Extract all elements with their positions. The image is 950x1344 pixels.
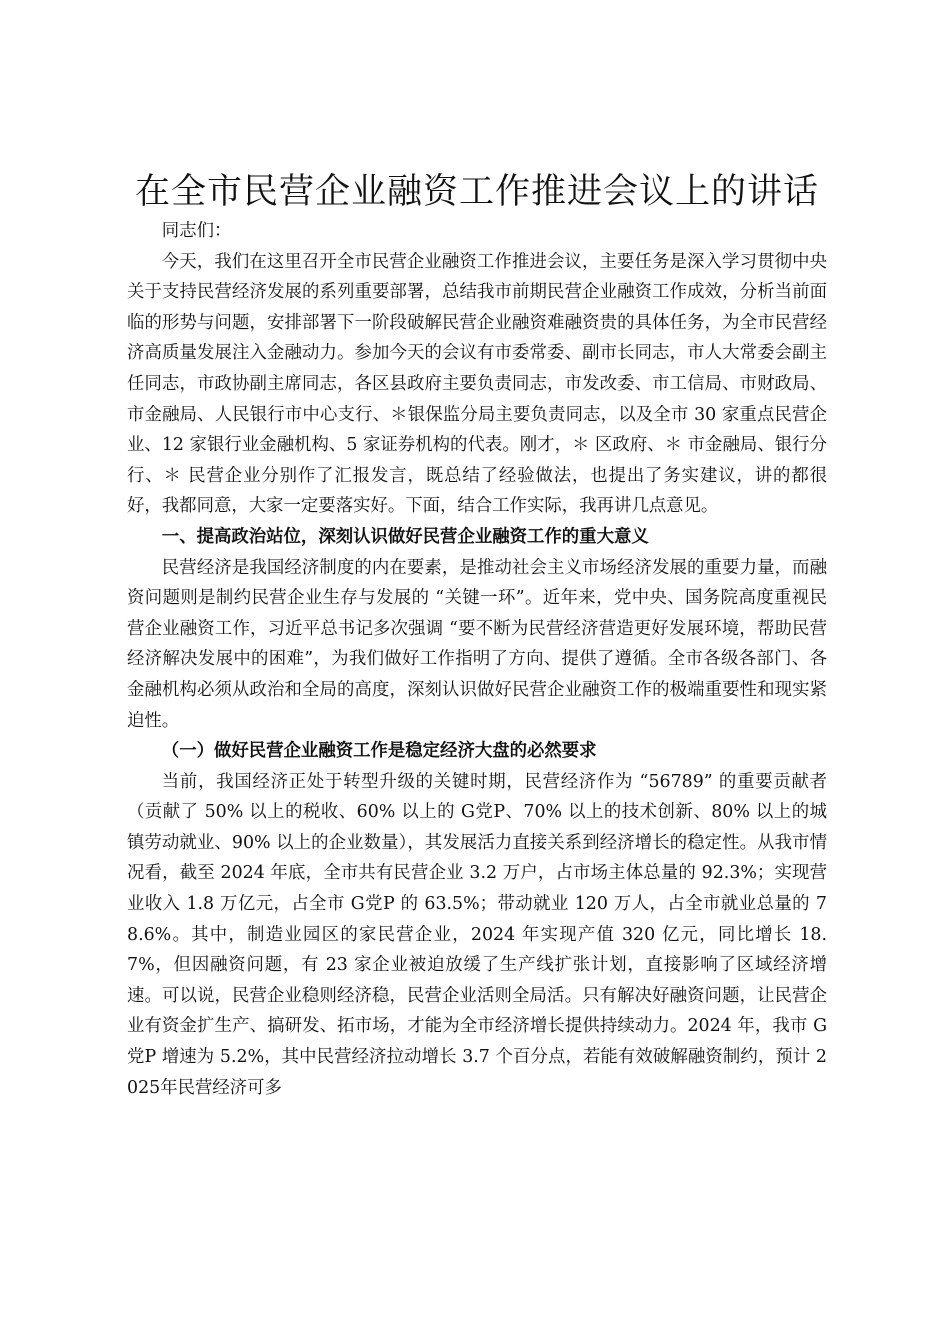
- section-heading-1: 一、提高政治站位，深刻认识做好民营企业融资工作的重大意义: [161, 526, 649, 547]
- paragraph-intro: 今天，我们在这里召开全市民营企业融资工作推进会议，主要任务是深入学习贯彻中央关于支持民营经济发展的系列重要部署，总结我市前期民营企业融资工作成效，分析当前面临的形势与问题，安排部署下一阶段破解民营企业融资难融资贵的具体任务，为全市民营经济高质量发展注入金融动力。参加今天的会议有市委常委、副市长同志，市人大常委会副主任同志，市政协副主席同志，各区县政府主要负责同志，市发改委、市工信局、市财政局、市金融局、人民银行市中心支行、＊银保监分局主要负责同志，以及全市 30 家重点民营企业、12 家银行业金融机构、5 家证券机构的代表。刚才，＊ 区政府、＊ 市金融局、银行分行、＊ 民营企业分别作了汇报发言，既总结了经验做法，也提出了务实建议，讲的都很好，我都同意，大家一定要落实好。下面，结合工作实际，我再讲几点意见。: [127, 251, 827, 517]
- subsection-heading-1: （一）做好民营企业融资工作是稳定经济大盘的必然要求: [161, 741, 597, 762]
- document-page: [127, 168, 827, 1103]
- paragraph-significance: 民营经济是我国经济制度的内在要素，是推动社会主义市场经济发展的重要力量，而融资问题则是制约民营企业生存与发展的 “关键一环”。近年来，党中央、国务院高度重视民营企业融资工作，习近平总书记多次强调 “要不断为民营经济营造更好发展环境，帮助民营经济解决发展中的困难”，为我们做好工作指明了方向、提供了遵循。全市各级各部门、各金融机构必须从政治和全局的高度，深刻认识做好民营企业融资工作的极端重要性和现实紧迫性。: [127, 557, 827, 731]
- document-title: 在全市民营企业融资工作推进会议上的讲话: [134, 172, 819, 212]
- paragraph-economy: 当前，我国经济正处于转型升级的关键时期，民营经济作为 “56789” 的重要贡献者（贡献了 50% 以上的税收、60% 以上的 G党P、70% 以上的技术创新、80% 以上的城镇劳动就业、90% 以上的企业数量），其发展活力直接关系到经济增长的稳定性。从我市情况看，截至 2024 年底，全市共有民营企业 3.2 万户，占市场主体总量的 92.3%；实现营业收入 1.8 万亿元，占全市 G党P 的 63.5%；带动就业 120 万人，占全市就业总量的 78.6%。其中，制造业园区的家民营企业，2024 年实现产值 320 亿元，同比增长 18.7%，但因融资问题，有 23 家企业被迫放缓了生产线扩张计划，直接影响了区域经济增速。可以说，民营企业稳则经济稳，民营企业活则全局活。只有解决好融资问题，让民营企业有资金扩生产、搞研发、拓市场，才能为全市经济增长提供持续动力。2024 年，我市 G党P 增速为 5.2%，其中民营经济拉动增长 3.7 个百分点，若能有效破解融资制约，预计 2025年民营经济可多: [127, 771, 827, 1098]
- salutation: 同志们：: [161, 221, 232, 241]
